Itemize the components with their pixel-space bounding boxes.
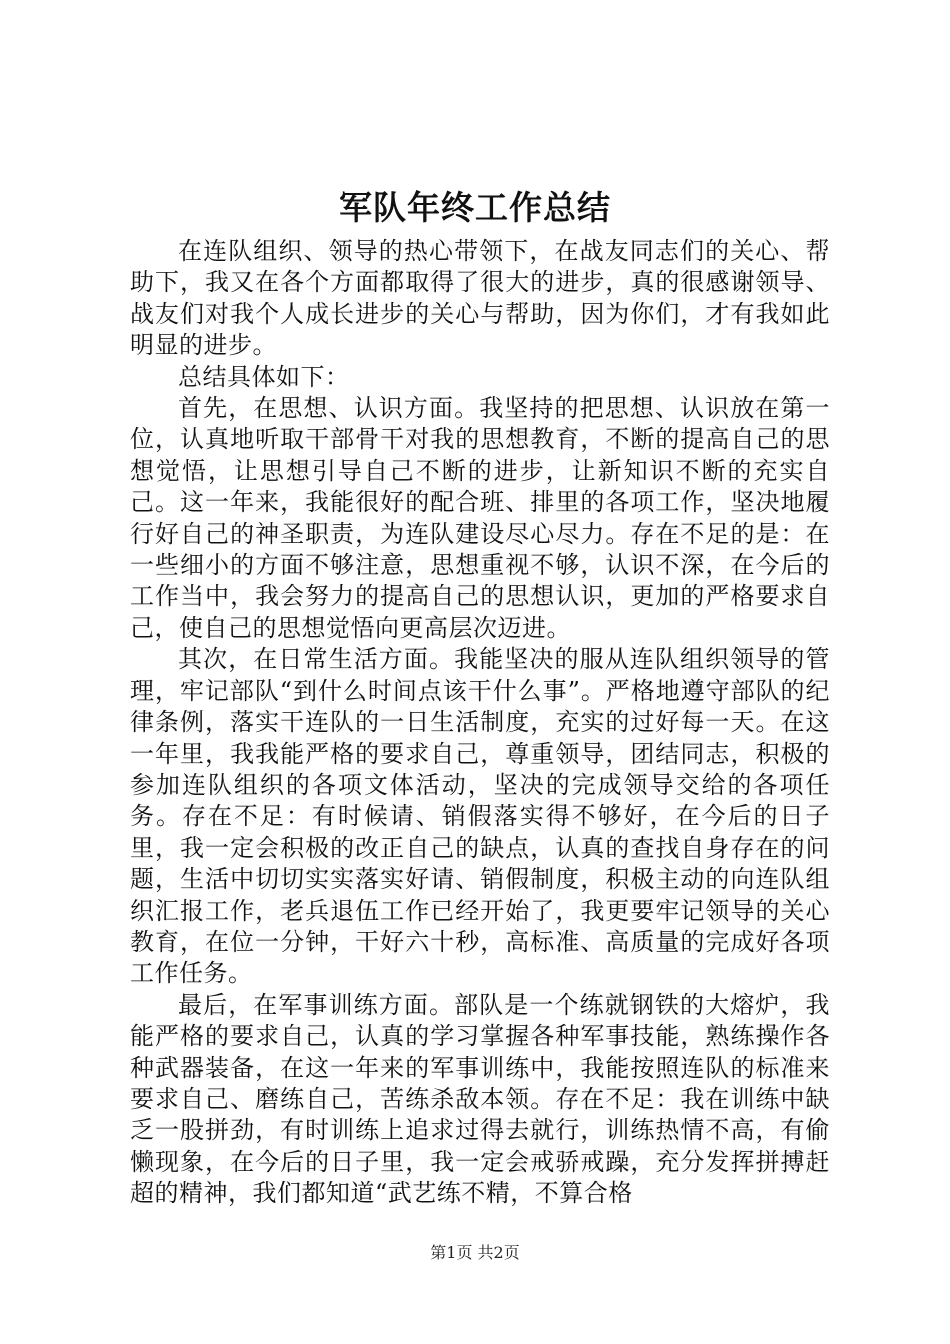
paragraph-intro: 在连队组织、领导的热心带领下，在战友同志们的关心、帮助下，我又在各个方面都取得了很大的进步，真的很感谢领导、战友们对我个人成长进步的关心与帮助，因为你们，才有我如此明显的进步。 — [130, 237, 830, 360]
paragraph-summary-heading: 总结具体如下： — [178, 362, 350, 391]
page-number-footer: 第1页 共2页 — [430, 1243, 520, 1262]
paragraph-military-training: 最后，在军事训练方面。部队是一个练就钢铁的大熔炉，我能严格的要求自己，认真的学习掌握各种军事技能，熟练操作各种武器装备，在这一年来的军事训练中，我能按照连队的标准来要求自己、磨练自己，苦练杀敌本领。存在不足：我在训练中缺乏一股拼劲，有时训练上追求过得去就行，训练热情不高，有偷懒现象，在今后的日子里，我一定会戒骄戒躁，充分发挥拼搏赶超的精神，我们都知道“武艺练不精，不算合格 — [130, 990, 830, 1208]
document-body — [130, 236, 830, 1210]
paragraph-daily-life: 其次，在日常生活方面。我能坚决的服从连队组织领导的管理，牢记部队“到什么时间点该干什么事”。严格地遵守部队的纪律条例，落实干连队的一日生活制度，充实的过好每一天。在这一年里，我我能严格的要求自己，尊重领导，团结同志，积极的参加连队组织的各项文体活动，坚决的完成领导交给的各项任务。存在不足：有时候请、销假落实得不够好，在今后的日子里，我一定会积极的改正自己的缺点，认真的查找自身存在的问题，生活中切切实实落实好请、销假制度，积极主动的向连队组织汇报工作，老兵退伍工作已经开始了，我更要牢记领导的关心教育，在位一分钟，干好六十秒，高标准、高质量的完成好各项工作任务。 — [130, 645, 830, 988]
paragraph-thought: 首先，在思想、认识方面。我坚持的把思想、认识放在第一位，认真地听取干部骨干对我的思想教育，不断的提高自己的思想觉悟，让思想引导自己不断的进步，让新知识不断的充实自己。这一年来，我能很好的配合班、排里的各项工作，坚决地履行好自己的神圣职责，为连队建设尽心尽力。存在不足的是：在一些细小的方面不够注意，思想重视不够，认识不深，在今后的工作当中，我会努力的提高自己的思想认识，更加的严格要求自己，使自己的思想觉悟向更高层次迈进。 — [130, 394, 830, 642]
page-title: 军队年终工作总结 — [339, 188, 611, 227]
